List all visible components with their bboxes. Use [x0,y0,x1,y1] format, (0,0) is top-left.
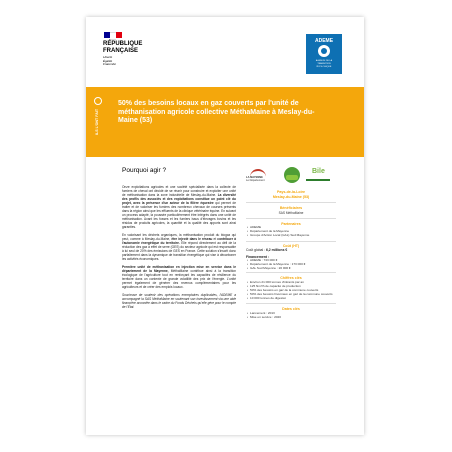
ademe-logo: ADEME AGENCE DE LA TRANSITION ÉCOLOGIQUE [306,34,342,74]
beneficiaries-section: Bénéficiaires SAS MéthaMaine [246,203,336,219]
paragraph-2: En valorisant les déchets organiques, la méthanisation produit du biogaz qui peut, comme à Meslay-du-Maine, être injecté dans le réseau et contribuer à l'autonomie énergétique du territoire. Elle répond directement au défi de la réduction des gaz à effet de serre (GES) du secteur agricole qui est responsable à lui seul de 20% des émissions de GES en France. Cette solution s'inscrit donc parfaitement dans la dynamique de transition énergétique qui vise à décarboner les activités économiques. [122,233,237,261]
document-page [86,17,364,435]
info-sidebar [246,165,336,323]
french-flag-icon [104,32,122,38]
tab-circle-icon [94,97,102,105]
partners-section: Partenaires • ADEME • Département de la Mayenne • Groupe d'Action Local (GAL) Sud Mayenne [246,219,336,242]
cost-section: Coût (HT) Coût global : 6,2 millions € Financement : • ADEME : 743 000 € • Département de la Mayenne : 173 000 € • GAL Sud Mayenne : 20 000 € [246,242,336,274]
republic-motto: Liberté Égalité Fraternité [103,55,116,66]
republic-title: RÉPUBLIQUE FRANÇAISE [103,41,143,54]
ademe-globe-icon [318,45,330,57]
mayenne-logo: LA MAYENNE Le Département [246,169,276,183]
key-dates-section: Dates clés • Lancement : 2013 • Mise en service : 2020 [246,304,336,322]
page-title: 50% des besoins locaux en gaz couverts par l'unité de méthanisation agricole collective MéthaMaine à Meslay-du-Maine (53) [118,100,315,124]
paragraph-1: Onze exploitations agricoles et une société spécialisée dans la collecte de fumiers de cheval ont décidé de se réunir pour construire et exploiter une unité de méthanisation dans la zone industrielle de Meslay-du-Maine. La diversité des profils des associés et des exploitations constitue un point clé du projet, avec la présence d'un acteur de la filière équestre qui permet de traiter et de valoriser les fumiers des nombreux chevaux de courses présents dans la région ainsi que les effluents de la clinique vétérinaire équine. En suivant un process adapté, la poussée particulièrement être intégrés dans une unité de méthanisation. Avant les fosses et les fumiers issus d'élevages bovins et les résidus de produits agricoles, la quantité et la qualité des apports sont ainsi garanties. [122,185,237,229]
paragraph-3: Première unité de méthanisation en injection mise en service dans le département de la Mayenne, MéthaMaine contribue ainsi à la transition écologique de l'agriculture tout en renforçant les capacités de résilience du territoire dans un contexte de grande volatilité des prix de l'énergie. L'unité permet également de générer des revenus complémentaires pour les agriculteurs et de créer des emplois locaux. [122,265,236,289]
body-text [122,185,236,313]
section-heading: Pourquoi agir ? [122,167,167,174]
category-tab-label: ILS L'ONT FAIT [95,108,99,135]
leaf-logo: Bile [306,168,330,182]
paragraph-4: Soucieuse de soutenir des opérations exemplaires duplicables, l'ADEME a accompagné la SAS MéthaMaine en soutenant son investissement via une aide financière accordée dans le cadre du Fonds Déchets qu'elle gère pour le compte de l'État. [122,293,236,309]
partner-logos [246,165,336,187]
gal-logo-icon [284,167,300,183]
key-figures-section: Chiffres clés • Environ 21 000 tonnes d'intrants par an • 125 Nm³/h de capacité de production • 50% des besoins en gaz de la commune couverts • 50% des besoins hivernaux en gaz de la commune couverts • 10 000 tonnes de digestat [246,273,336,304]
region-section: Pays-de-la-Loire Meslay-du-Maine (53) [246,187,336,203]
